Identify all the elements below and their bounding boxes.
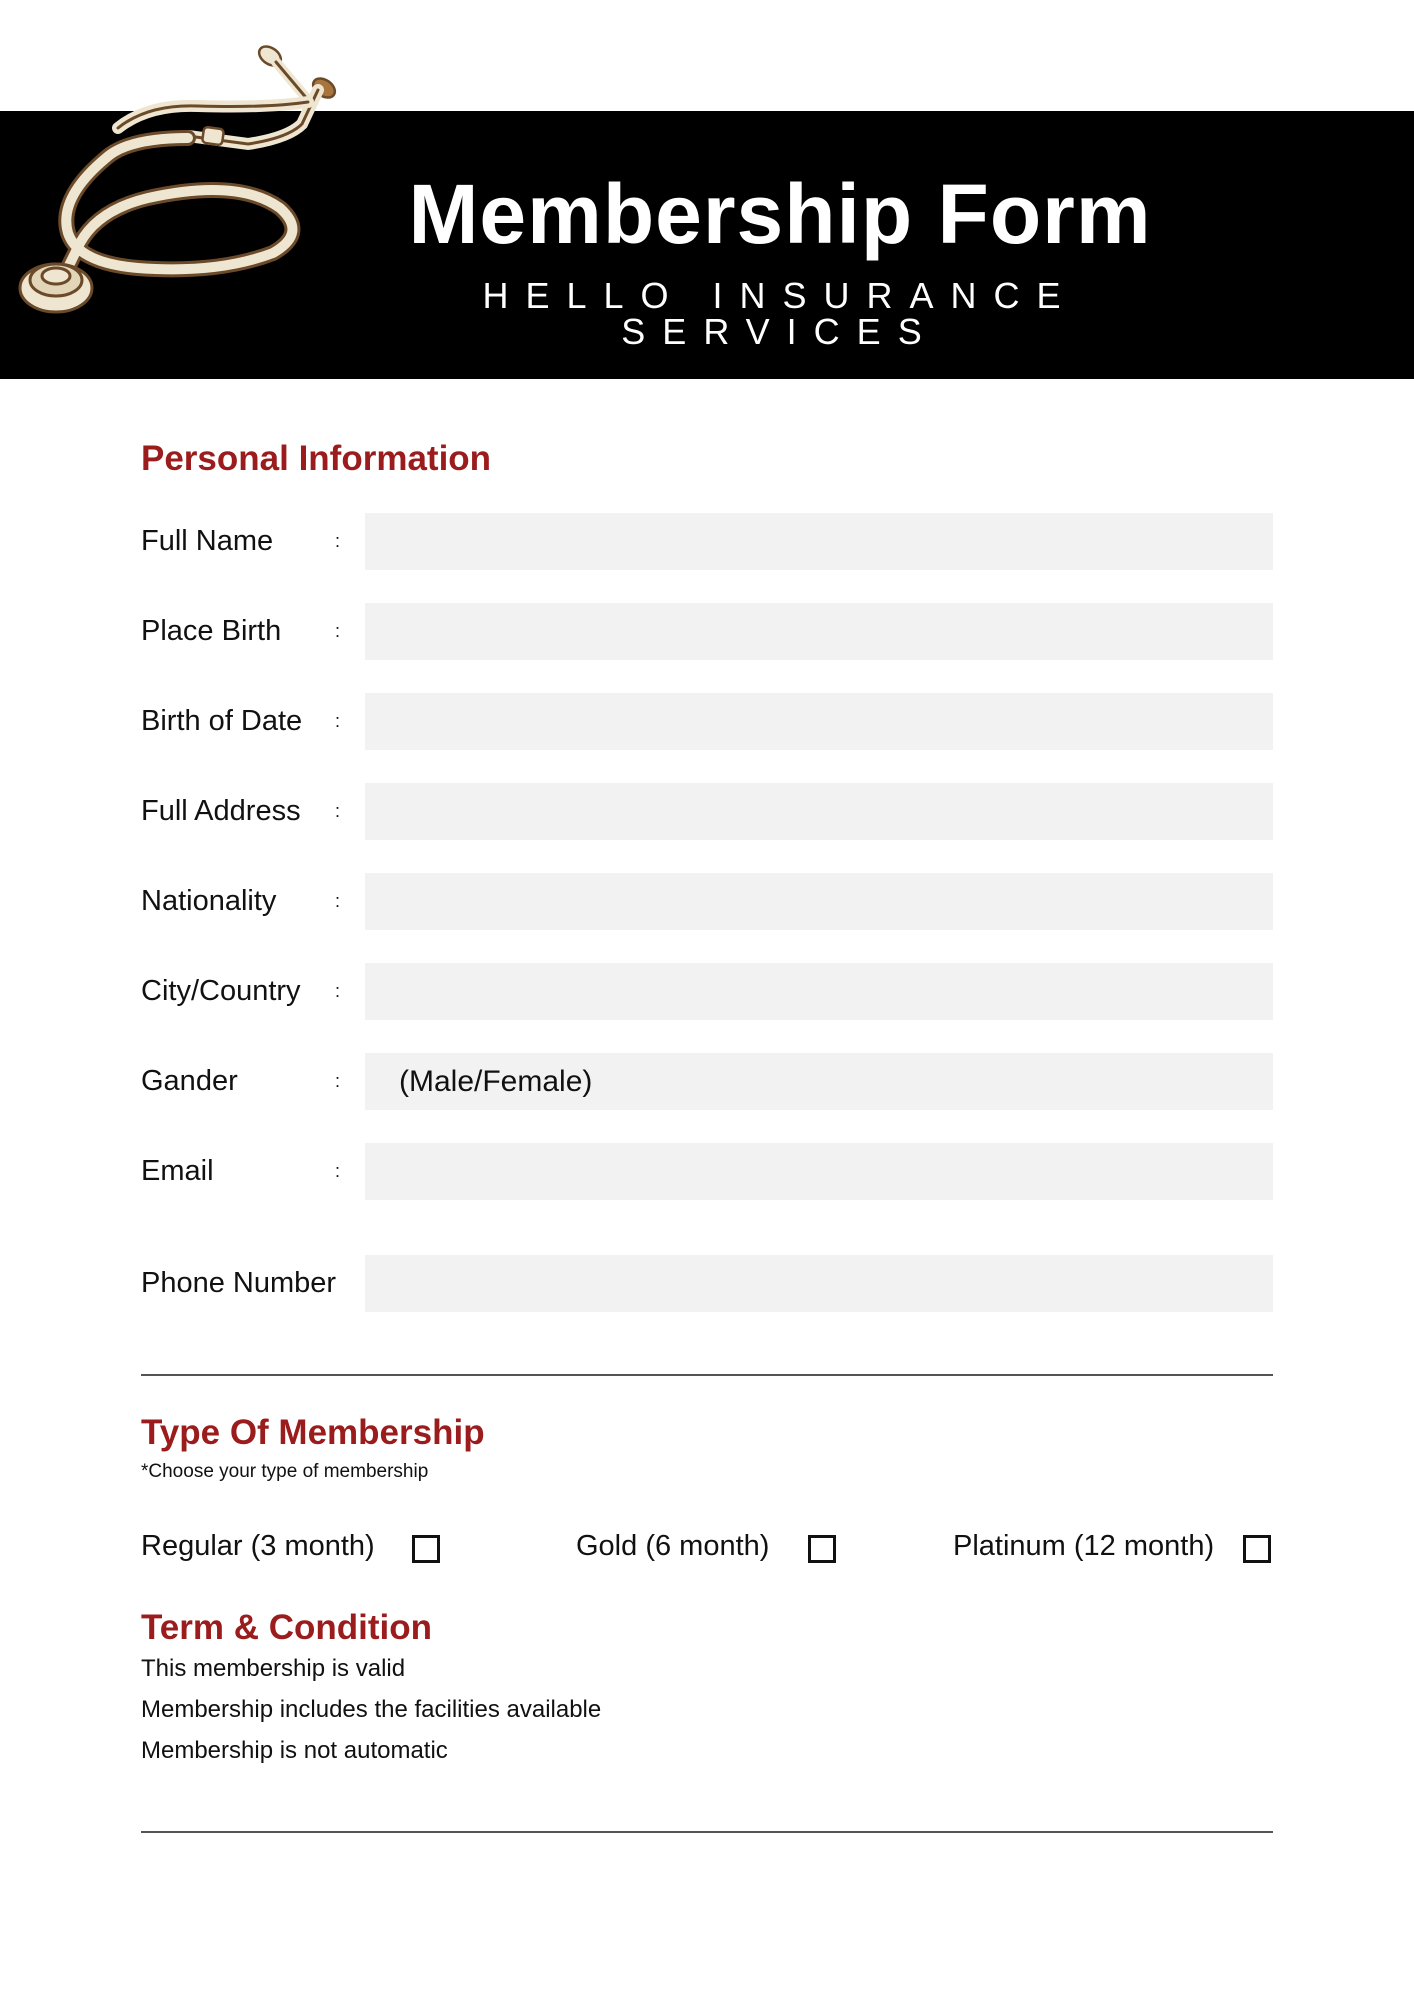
colon: :	[335, 531, 341, 551]
terms-line: This membership is valid	[141, 1655, 406, 1682]
birth-date-input[interactable]	[365, 693, 1273, 750]
option-gold-label: Gold (6 month)	[576, 1530, 770, 1562]
option-platinum-label: Platinum (12 month)	[953, 1530, 1215, 1562]
email-label: Email	[141, 1155, 214, 1187]
company-subtitle: HELLO INSURANCE SERVICES	[482, 275, 1078, 352]
birth-date-label: Birth of Date	[141, 705, 303, 737]
divider	[141, 1374, 1273, 1376]
full-address-label: Full Address	[141, 795, 301, 827]
full-name-input[interactable]	[365, 513, 1273, 570]
platinum-checkbox[interactable]	[1243, 1535, 1271, 1563]
city-country-label: City/Country	[141, 975, 301, 1007]
colon: :	[335, 891, 341, 911]
full-name-row	[141, 513, 1273, 570]
city-country-input[interactable]	[365, 963, 1273, 1020]
colon: :	[335, 981, 341, 1001]
full-address-input[interactable]	[365, 783, 1273, 840]
birth-date-row	[141, 693, 1273, 750]
place-birth-label: Place Birth	[141, 615, 282, 647]
terms-line: Membership includes the facilities available	[141, 1696, 602, 1723]
email-input[interactable]	[365, 1143, 1273, 1200]
terms-heading: Term & Condition	[141, 1608, 432, 1647]
membership-note: *Choose your type of membership	[141, 1461, 429, 1482]
colon: :	[335, 801, 341, 821]
colon: :	[335, 711, 341, 731]
option-regular-label: Regular (3 month)	[141, 1530, 375, 1562]
gold-checkbox[interactable]	[808, 1535, 836, 1563]
form-title: Membership Form	[408, 167, 1152, 261]
gender-label: Gander	[141, 1065, 238, 1097]
city-country-row	[141, 963, 1273, 1020]
gender-row	[141, 1053, 1273, 1110]
place-birth-input[interactable]	[365, 603, 1273, 660]
gender-input[interactable]: (Male/Female)	[365, 1053, 1273, 1110]
phone-number-input[interactable]	[365, 1255, 1273, 1312]
membership-type-heading: Type Of Membership	[141, 1413, 485, 1452]
personal-info-heading: Personal Information	[141, 439, 492, 478]
colon: :	[335, 621, 341, 641]
nationality-input[interactable]	[365, 873, 1273, 930]
divider	[141, 1831, 1273, 1833]
terms-line: Membership is not automatic	[141, 1737, 448, 1764]
nationality-label: Nationality	[141, 885, 277, 917]
full-name-label: Full Name	[141, 525, 274, 557]
email-row	[141, 1143, 1273, 1200]
full-address-row	[141, 783, 1273, 840]
colon: :	[335, 1161, 341, 1181]
place-birth-row	[141, 603, 1273, 660]
stethoscope-icon	[18, 38, 348, 318]
regular-checkbox[interactable]	[412, 1535, 440, 1563]
colon: :	[335, 1071, 341, 1091]
phone-number-row	[141, 1255, 1273, 1312]
phone-number-label: Phone Number	[141, 1267, 337, 1299]
nationality-row	[141, 873, 1273, 930]
